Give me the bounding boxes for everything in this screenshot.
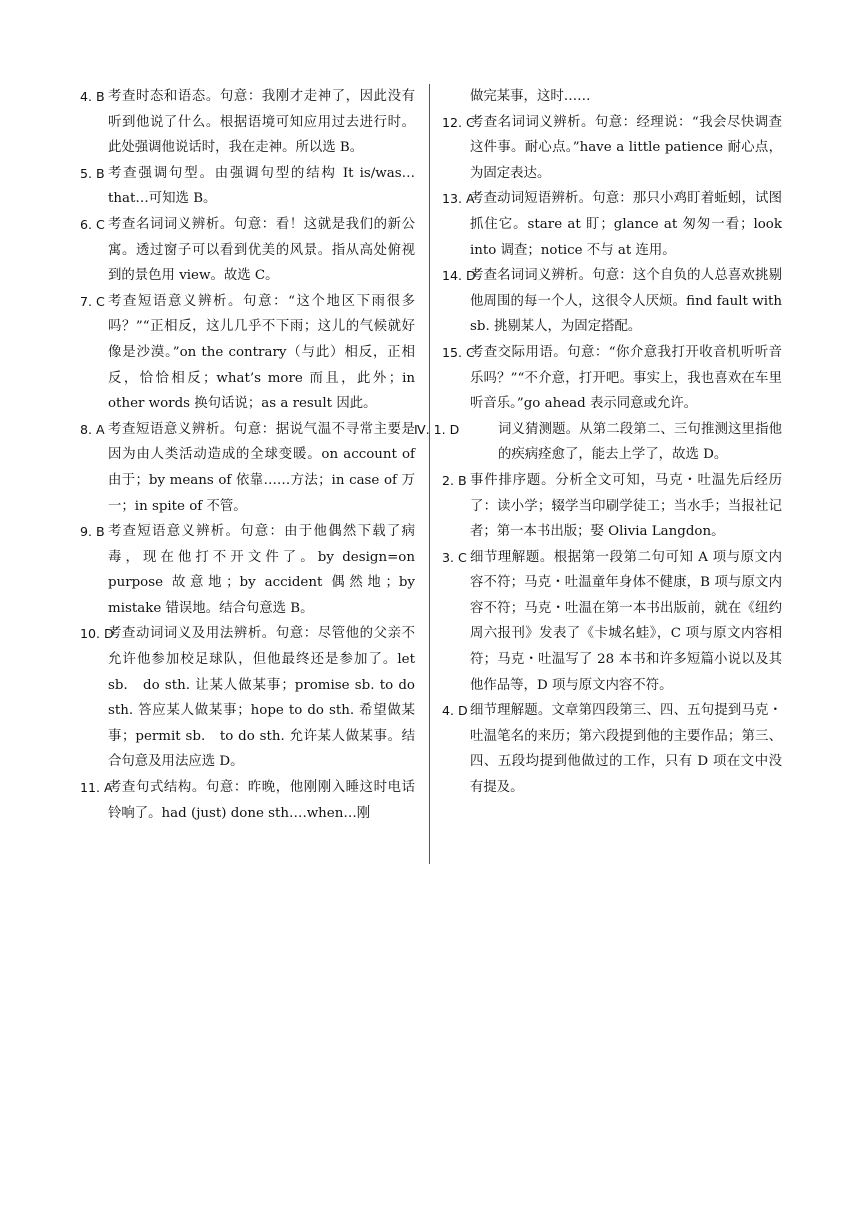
answer-number: 8. A bbox=[80, 421, 105, 437]
answer-explanation: 考查短语意义辨析。句意：“这个地区下雨很多吗？”“正相反，这儿几乎不下雨；这儿的气候就好像是沙漠。”on the contrary（与此）相反，正相反，恰恰相反；what’s more 而且，此外；in other words 换句话说；as a result 因此。 bbox=[108, 293, 415, 412]
answer-number: 4. D bbox=[442, 703, 468, 719]
answer-explanation: 考查动词词义及用法辨析。句意：尽管他的父亲不允许他参加校足球队，但他最终还是参加了。let sb. do sth. 让某人做某事；promise sb. to do sth. 答应某人做某事；hope to do sth. 希望做某事；permit sb. to do sth. 允许某人做某事。结合句意及用法应选 D。 bbox=[108, 626, 415, 770]
answer-number: 6. C bbox=[80, 216, 105, 232]
answer-explanation: 考查句式结构。句意：昨晚，他刚刚入睡这时电话铃响了。had (just) done sth….when…刚 bbox=[108, 780, 415, 821]
answer-item bbox=[442, 340, 782, 417]
answer-item bbox=[80, 775, 415, 826]
answer-number: 12. C bbox=[442, 114, 475, 130]
answer-item bbox=[80, 212, 415, 289]
answer-item bbox=[80, 621, 415, 775]
answer-number: 14. D bbox=[442, 268, 476, 284]
answer-number: 13. A bbox=[442, 191, 475, 207]
answer-explanation: 细节理解题。文章第四段第三、四、五句提到马克・吐温笔名的来历；第六段提到他的主要作品；第三、四、五段均提到他做过的工作，只有 D 项在文中没有提及。 bbox=[470, 703, 782, 796]
answer-item bbox=[442, 186, 782, 263]
answer-number: 11. A bbox=[80, 780, 113, 796]
answer-number: 5. B bbox=[80, 165, 105, 181]
answer-item bbox=[80, 519, 415, 621]
answer-item bbox=[442, 263, 782, 340]
answer-explanation: 考查名词词义辨析。句意：这个自负的人总喜欢挑剔他周围的每一个人，这很令人厌烦。find fault with sb. 挑剔某人，为固定搭配。 bbox=[470, 268, 782, 335]
answer-number: 3. C bbox=[442, 549, 467, 565]
answer-number: 2. B bbox=[442, 472, 467, 488]
answer-number: Ⅳ. 1. D bbox=[414, 421, 460, 437]
answer-item bbox=[442, 468, 782, 545]
answer-explanation: 考查名词词义辨析。句意：经理说：“我会尽快调查这件事。耐心点。”have a little patience 耐心点，为固定表达。 bbox=[470, 114, 782, 181]
answer-item bbox=[442, 545, 782, 699]
answer-explanation: 考查名词词义辨析。句意：看！这就是我们的新公寓。透过窗子可以看到优美的风景。指从高处俯视到的景色用 view。故选 C。 bbox=[108, 216, 415, 284]
answer-number: 10. D bbox=[80, 626, 114, 642]
column-divider bbox=[429, 84, 430, 864]
answer-item bbox=[80, 417, 415, 519]
answer-item bbox=[442, 110, 782, 187]
answer-item bbox=[80, 161, 415, 212]
answer-explanation: 考查动词短语辨析。句意：那只小鸡盯着蚯蚓，试图抓住它。stare at 盯；glance at 匆匆一看；look into 调查；notice 不与 at 连用。 bbox=[470, 191, 782, 258]
answer-number: 4. B bbox=[80, 89, 105, 104]
answer-explanation: 词义猜测题。从第二段第二、三句推测这里指他的疾病痊愈了，能去上学了，故选 D。 bbox=[498, 421, 782, 463]
answer-continuation: 做完某事，这时…… bbox=[470, 89, 591, 104]
answer-explanation: 考查短语意义辨析。句意：据说气温不寻常主要是因为由人类活动造成的全球变暖。on account of 由于；by means of 依靠……方法；in case of 万一；in spite of 不管。 bbox=[108, 421, 415, 514]
answer-explanation: 考查强调句型。由强调句型的结构 It is/was…that…可知选 B。 bbox=[108, 165, 415, 207]
answer-number: 9. B bbox=[80, 524, 105, 540]
answer-number: 7. C bbox=[80, 293, 105, 309]
answer-explanation: 考查交际用语。句意：“你介意我打开收音机听听音乐吗？”“不介意，打开吧。事实上，我也喜欢在车里听音乐。”go ahead 表示同意或允许。 bbox=[470, 344, 782, 412]
answer-item bbox=[414, 417, 782, 468]
answer-explanation: 事件排序题。分析全文可知，马克・吐温先后经历了：读小学；辍学当印刷学徒工；当水手；当报社记者；第一本书出版；娶 Olivia Langdon。 bbox=[470, 472, 782, 540]
answer-item bbox=[442, 698, 782, 800]
answer-item bbox=[80, 84, 415, 161]
answer-explanation: 细节理解题。根据第一段第二句可知 A 项与原文内容不符；马克・吐温童年身体不健康，B 项与原文内容不符；马克・吐温在第一本书出版前，就在《纽约周六报刊》发表了《卡城名蛙》，C 项与原文内容相符；马克・吐温写了 28 本书和许多短篇小说以及其他作品等，D 项与原文内容不符。 bbox=[470, 549, 782, 693]
right-column bbox=[414, 84, 782, 801]
answer-explanation: 考查时态和语态。句意：我刚才走神了，因此没有听到他说了什么。根据语境可知应用过去进行时。此处强调他说话时，我在走神。所以选 B。 bbox=[108, 89, 415, 156]
answer-explanation: 考查短语意义辨析。句意：由于他偶然下载了病毒，现在他打不开文件了。by design=on purpose 故意地；by accident 偶然地；by mistake 错误地。结合句意选 B。 bbox=[108, 524, 415, 616]
left-column bbox=[80, 84, 415, 826]
answer-item bbox=[80, 289, 415, 417]
answer-number: 15. C bbox=[442, 344, 475, 360]
